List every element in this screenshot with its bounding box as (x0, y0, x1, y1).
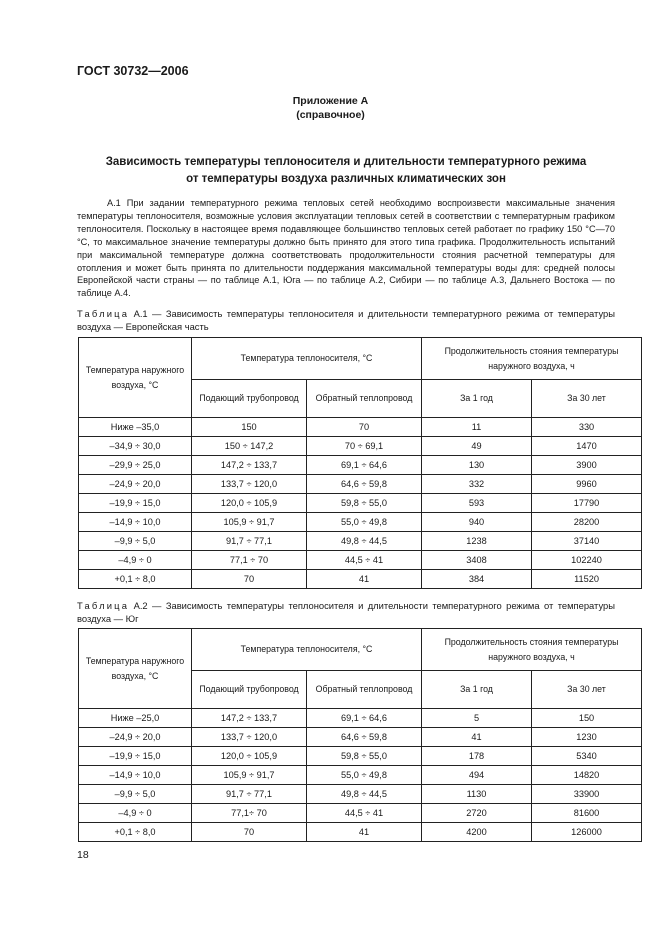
table-cell: 1130 (422, 785, 532, 804)
table-cell: 37140 (532, 532, 642, 551)
table-cell: 1230 (532, 728, 642, 747)
table2-caption (77, 599, 615, 625)
table1-head-30years: За 30 лет (532, 380, 642, 418)
table1-head-return: Обратный теплопровод (307, 380, 422, 418)
table-cell: –4,9 ÷ 0 (79, 804, 192, 823)
table-cell: +0,1 ÷ 8,0 (79, 570, 192, 589)
table1-head-supply: Подающий трубопровод (192, 380, 307, 418)
table1-caption (77, 307, 615, 333)
table-cell: 5 (422, 709, 532, 728)
table-cell: 384 (422, 570, 532, 589)
table1-head-coolant-temp: Температура теплоносителя, °С (192, 338, 422, 380)
table-cell: 147,2 ÷ 133,7 (192, 709, 307, 728)
table-cell: –24,9 ÷ 20,0 (79, 475, 192, 494)
table-row (79, 785, 642, 804)
table-a1 (78, 337, 642, 589)
table-cell: +0,1 ÷ 8,0 (79, 823, 192, 842)
table-row (79, 709, 642, 728)
table-cell: Ниже –35,0 (79, 418, 192, 437)
table-cell: 133,7 ÷ 120,0 (192, 728, 307, 747)
table-row (79, 513, 642, 532)
table-cell: 494 (422, 766, 532, 785)
table2-head-return: Обратный теплопровод (307, 671, 422, 709)
table2-head-1year: За 1 год (422, 671, 532, 709)
table-cell: 332 (422, 475, 532, 494)
table-cell: 59,8 ÷ 55,0 (307, 494, 422, 513)
table-cell: 64,6 ÷ 59,8 (307, 728, 422, 747)
table-row (79, 475, 642, 494)
page-number: 18 (77, 849, 89, 861)
table-cell: 150 (192, 418, 307, 437)
table-cell: 593 (422, 494, 532, 513)
table2-head-supply: Подающий трубопровод (192, 671, 307, 709)
table-cell: 70 ÷ 69,1 (307, 437, 422, 456)
table-cell: 49,8 ÷ 44,5 (307, 785, 422, 804)
annex-kind: (справочное) (296, 109, 365, 121)
table-cell: –9,9 ÷ 5,0 (79, 532, 192, 551)
table-cell: 55,0 ÷ 49,8 (307, 513, 422, 532)
table-row (79, 823, 642, 842)
table-row (79, 437, 642, 456)
table-cell: 41 (307, 823, 422, 842)
table-row (79, 766, 642, 785)
table-cell: 120,0 ÷ 105,9 (192, 747, 307, 766)
table-cell: 3900 (532, 456, 642, 475)
table-row (79, 532, 642, 551)
table-cell: –9,9 ÷ 5,0 (79, 785, 192, 804)
table1-head-duration: Продолжительность стояния температуры наружного воздуха, ч (422, 338, 642, 380)
table-cell: 133,7 ÷ 120,0 (192, 475, 307, 494)
table-cell: 4200 (422, 823, 532, 842)
table-cell: 81600 (532, 804, 642, 823)
table2-body (79, 709, 642, 842)
table-cell: 178 (422, 747, 532, 766)
table1-head-1year: За 1 год (422, 380, 532, 418)
table-cell: 70 (307, 418, 422, 437)
table-cell: 126000 (532, 823, 642, 842)
table-cell: 33900 (532, 785, 642, 804)
table-cell: 147,2 ÷ 133,7 (192, 456, 307, 475)
table-row (79, 551, 642, 570)
table-cell: 105,9 ÷ 91,7 (192, 513, 307, 532)
table-cell: 9960 (532, 475, 642, 494)
table1-head-air-temp: Температура наружного воздуха, °С (79, 338, 192, 418)
table-cell: 1238 (422, 532, 532, 551)
table-row (79, 570, 642, 589)
table-cell: 14820 (532, 766, 642, 785)
table-cell: 70 (192, 570, 307, 589)
table-row (79, 418, 642, 437)
document-header: ГОСТ 30732—2006 (77, 64, 189, 78)
table-cell: 44,5 ÷ 41 (307, 804, 422, 823)
table-cell: 91,7 ÷ 77,1 (192, 785, 307, 804)
table-cell: 41 (422, 728, 532, 747)
table-cell: 102240 (532, 551, 642, 570)
table-row (79, 494, 642, 513)
table-row (79, 728, 642, 747)
body-paragraph: А.1 При задании температурного режима тепловых сетей необходимо воспроизвести максимальные значения температуры теплоносителя, возможные условия эксплуатации тепловых сетей в соответствии с температурным графиком теплоносителя. Поскольку в настоящее время подавляющее большинство тепловых сетей работает по графику 150 °С—70 °С, то максимальное значение температуры должно быть принято для этого типа графика. Продолжительность испытаний при максимальной температуре должна соответствовать продолжительности стояния расчетной температуры для отопления и может быть принята по длительности поддержания максимальной температуры воды для: средней полосы Европейской части страны — по таблице А.1, Юга — по таблице А.2, Сибири — по таблице А.3, Дальнего Востока — по таблице А.4. (77, 198, 615, 299)
table-cell: 330 (532, 418, 642, 437)
table-cell: 64,6 ÷ 59,8 (307, 475, 422, 494)
table-cell: 150 (532, 709, 642, 728)
table-cell: 105,9 ÷ 91,7 (192, 766, 307, 785)
table-cell: 28200 (532, 513, 642, 532)
table1-caption-word: Таблица (77, 308, 130, 319)
section-title-line2: от температуры воздуха различных климатических зон (186, 173, 506, 185)
table-cell: 41 (307, 570, 422, 589)
table-cell: 49,8 ÷ 44,5 (307, 532, 422, 551)
table-row (79, 804, 642, 823)
table-cell: 120,0 ÷ 105,9 (192, 494, 307, 513)
table2-head-30years: За 30 лет (532, 671, 642, 709)
table2-head-air-temp: Температура наружного воздуха, °С (79, 629, 192, 709)
table-cell: 2720 (422, 804, 532, 823)
table-cell: –29,9 ÷ 25,0 (79, 456, 192, 475)
table-cell: –14,9 ÷ 10,0 (79, 766, 192, 785)
table-cell: 91,7 ÷ 77,1 (192, 532, 307, 551)
table-cell: –19,9 ÷ 15,0 (79, 494, 192, 513)
table-cell: –19,9 ÷ 15,0 (79, 747, 192, 766)
table-cell: 69,1 ÷ 64,6 (307, 456, 422, 475)
table-cell: 940 (422, 513, 532, 532)
table-cell: –24,9 ÷ 20,0 (79, 728, 192, 747)
table-cell: Ниже –25,0 (79, 709, 192, 728)
table2-caption-word: Таблица (77, 600, 130, 611)
table-cell: 55,0 ÷ 49,8 (307, 766, 422, 785)
table-cell: 17790 (532, 494, 642, 513)
table1-body (79, 418, 642, 589)
table-cell: 77,1 ÷ 70 (192, 551, 307, 570)
table-cell: 150 ÷ 147,2 (192, 437, 307, 456)
table2-caption-text: А.2 — Зависимость температуры теплоносителя и длительности температурного режима от температуры воздуха — Юг (77, 600, 615, 624)
table-cell: 59,8 ÷ 55,0 (307, 747, 422, 766)
table-cell: 11520 (532, 570, 642, 589)
section-title-line1: Зависимость температуры теплоносителя и длительности температурного режима (105, 156, 587, 168)
table2-head-duration: Продолжительность стояния температуры наружного воздуха, ч (422, 629, 642, 671)
table2-head-coolant-temp: Температура теплоносителя, °С (192, 629, 422, 671)
table-cell: 3408 (422, 551, 532, 570)
table-cell: 77,1÷ 70 (192, 804, 307, 823)
table-cell: –4,9 ÷ 0 (79, 551, 192, 570)
annex-title: Приложение А (292, 95, 369, 107)
table-cell: 5340 (532, 747, 642, 766)
table-cell: –34,9 ÷ 30,0 (79, 437, 192, 456)
table-cell: 49 (422, 437, 532, 456)
table-row (79, 456, 642, 475)
table-row (79, 747, 642, 766)
table-a2 (78, 628, 642, 842)
table-cell: 69,1 ÷ 64,6 (307, 709, 422, 728)
table1-caption-text: А.1 — Зависимость температуры теплоносителя и длительности температурного режима от температуры воздуха — Европейская часть (77, 308, 615, 332)
table-cell: 130 (422, 456, 532, 475)
table-cell: 11 (422, 418, 532, 437)
table-cell: 44,5 ÷ 41 (307, 551, 422, 570)
table-cell: –14,9 ÷ 10,0 (79, 513, 192, 532)
table-cell: 1470 (532, 437, 642, 456)
table-cell: 70 (192, 823, 307, 842)
